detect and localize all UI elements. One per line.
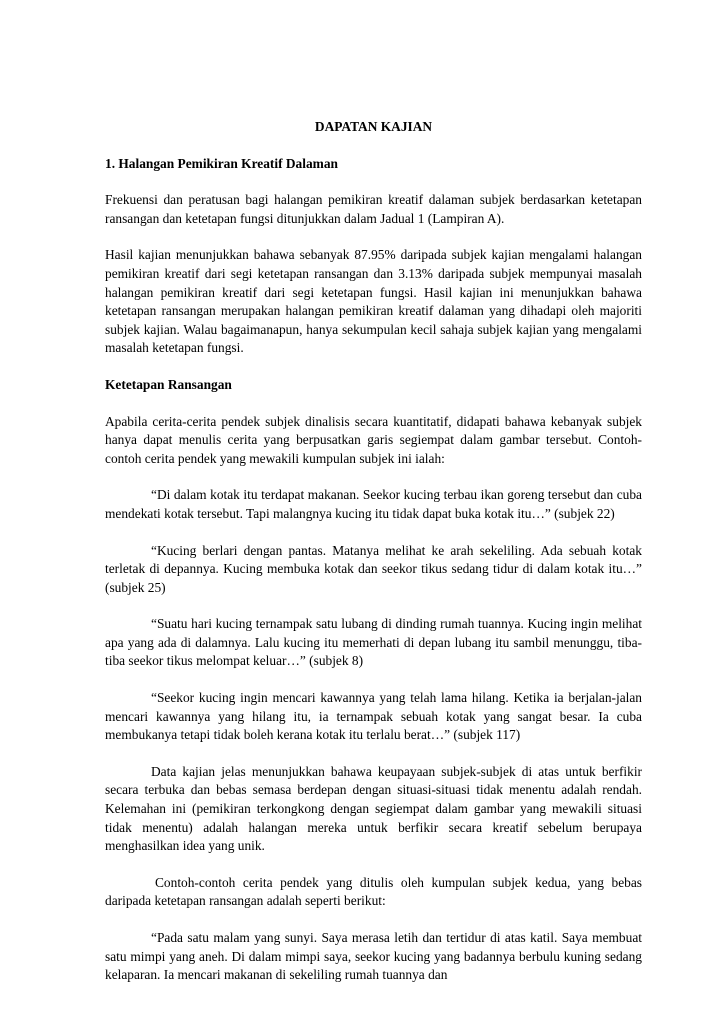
paragraph-analysis: Data kajian jelas menunjukkan bahawa keupayaan subjek-subjek di atas untuk berfikir secara terbuka dan bebas semasa berdepan dengan situasi-situasi tidak menentu adalah rendah. Kelemahan ini (pemikiran terkongkong dengan segiempat dalam gambar yang mewakili situasi tidak menentu) adalah halangan mereka untuk berfikir secara kreatif sebelum berupaya menghasilkan idea yang unik. [105, 763, 642, 854]
paragraph-frequency: Frekuensi dan peratusan bagi halangan pemikiran kreatif dalaman subjek berdasarkan ketetapan ransangan dan ketetapan fungsi ditunjukkan dalam Jadual 1 (Lampiran A). [105, 192, 642, 226]
quote-subjek-117: “Seekor kucing ingin mencari kawannya yang telah lama hilang. Ketika ia berjalan-jalan mencari kawannya yang hilang itu, ia ternampak sebuah kotak yang sangat besar. Ia cuba membukanya tetapi tidak boleh kerana kotak itu terlalu berat…” (subjek 117) [105, 690, 642, 743]
subheading-ketetapan-ransangan: Ketetapan Ransangan [105, 376, 232, 392]
paragraph-results: Hasil kajian menunjukkan bahawa sebanyak 87.95% daripada subjek kajian mengalami halangan pemikiran kreatif dari segi ketetapan ransangan dan 3.13% daripada subjek mempunyai masalah halangan pemikiran kreatif dari segi ketetapan fungsi. Hasil kajian ini menunjukkan bahawa ketetapan ransangan merupakan halangan pemikiran kreatif dalaman yang dihadapi oleh majoriti subjek kajian. Walau bagaimanapun, hanya sekumpulan kecil sahaja subjek kajian yang mengalami masalah ketetapan fungsi. [105, 247, 642, 356]
section-heading: 1. Halangan Pemikiran Kreatif Dalaman [105, 155, 338, 171]
paragraph-second-group: Contoh-contoh cerita pendek yang ditulis oleh kumpulan subjek kedua, yang bebas daripada ketetapan ransangan adalah seperti berikut: [105, 874, 642, 909]
quote-dream: “Pada satu malam yang sunyi. Saya merasa letih dan tertidur di atas katil. Saya membuat satu mimpi yang aneh. Di dalam mimpi saya, seekor kucing yang badannya berbulu kuning sedang kelaparan. Ia mencari makanan di sekeliling rumah tuannya dan [105, 930, 642, 983]
document-page [105, 118, 642, 1003]
document-title: DAPATAN KAJIAN [314, 119, 433, 134]
paragraph-intro: Apabila cerita-cerita pendek subjek dinalisis secara kuantitatif, didapati bahawa kebanyak subjek hanya dapat menulis cerita yang berpusatkan garis segiempat dalam gambar tersebut. Contoh-contoh cerita pendek yang mewakili kumpulan subjek ini ialah: [105, 413, 642, 466]
quote-subjek-22: “Di dalam kotak itu terdapat makanan. Seekor kucing terbau ikan goreng tersebut dan cuba mendekati kotak tersebut. Tapi malangnya kucing itu tidak dapat buka kotak itu…” (subjek 22) [105, 487, 642, 521]
quote-subjek-25: “Kucing berlari dengan pantas. Matanya melihat ke arah sekeliling. Ada sebuah kotak terletak di depannya. Kucing membuka kotak dan seekor tikus sedang tidur di dalam kotak itu…” (subjek 25) [105, 542, 642, 595]
quote-subjek-8: “Suatu hari kucing ternampak satu lubang di dinding rumah tuannya. Kucing ingin melihat apa yang ada di dalamnya. Lalu kucing itu memerhati di depan lubang itu sambil menunggu, tiba-tiba seekor tikus melompat keluar…” (subjek 8) [105, 616, 642, 669]
